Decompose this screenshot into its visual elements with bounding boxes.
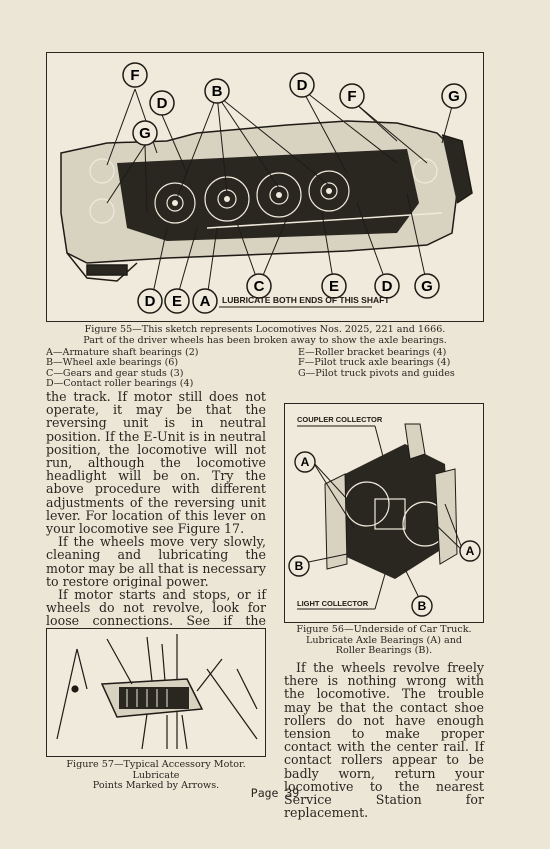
legend-item-c: C—Gears and gear studs (3) (46, 367, 184, 379)
callout-g-top-right (442, 84, 466, 108)
paragraph: If motor starts and stops, or if wheels do not revolve, look for loose connections. See if the (46, 587, 266, 629)
figure-56-caption-line1: Figure 56—Underside of Car Truck. (296, 624, 472, 635)
callout-d-top-right (290, 73, 314, 97)
callout-f-top-left (123, 63, 147, 87)
paragraph: the track. If motor still does not operate, it may be that the reversing unit is in neutral position. If the E-Unit is in neutral position, the locomotive will not run, although the locomotive headlight will be on. Try the above procedure with different adjustments of the reversing unit lever. For location of this lever on your locomotive see Figure 17. (46, 389, 266, 537)
figure-56-car-truck-diagram (284, 403, 484, 623)
svg-text:A: A (465, 544, 475, 558)
svg-text:C: C (253, 278, 265, 295)
svg-text:D: D (156, 95, 168, 112)
paragraph: If the wheels move very slowly, cleaning and lubricating the motor may be all that is necessary to restore original power. (46, 534, 266, 589)
car-truck-drawing (285, 404, 482, 621)
svg-text:A: A (199, 293, 211, 310)
svg-text:B: B (417, 599, 427, 613)
figure-56-caption-line3: Roller Bearings (B). (335, 645, 433, 657)
svg-text:B: B (294, 559, 304, 573)
callout-d-top-left (150, 91, 174, 115)
callout-f-top-right (340, 84, 364, 108)
svg-text:G: G (139, 125, 151, 142)
svg-text:G: G (421, 278, 433, 295)
legend-item-e: E—Roller bracket bearings (4) (298, 347, 447, 358)
locomotive-drawing (47, 53, 482, 320)
legend-item-a: A—Armature shaft bearings (2) (46, 347, 199, 358)
legend-item-d: D—Contact roller bearings (4) (46, 378, 194, 390)
figure-55-caption (46, 324, 484, 346)
shaft-lubrication-label: LUBRICATE BOTH ENDS OF THIS SHAFT (222, 295, 390, 305)
legend-item-f: F—Pilot truck axle bearings (4) (298, 357, 451, 369)
figure-57-accessory-motor-diagram (46, 628, 266, 757)
callout-a-left (295, 452, 315, 472)
paragraph: If the wheels revolve freely there is nothing wrong with the locomotive. The trouble may be that the contact shoe rollers do not have enough tension to make proper contact with the center rail. If contact rollers appear to be badly worn, return your locomotive to the nearest Service Station for replacement. (284, 660, 484, 821)
page-number: Page 39 (250, 786, 300, 800)
svg-text:E: E (328, 278, 340, 295)
figure-57-caption-line2: Points Marked by Arrows. (92, 780, 220, 792)
svg-text:F: F (347, 88, 357, 105)
callout-a-bottom (193, 289, 217, 313)
legend-item-b: B—Wheel axle bearings (6) (46, 357, 179, 369)
figure-55-caption-line2: Part of the driver wheels has been broken away to show the axle bearings. (83, 335, 447, 346)
figure-55-legend (46, 348, 484, 390)
figure-56-caption (284, 625, 484, 657)
svg-text:A: A (300, 455, 310, 469)
callout-d-bottom-left (138, 289, 162, 313)
svg-text:D: D (296, 77, 308, 94)
svg-text:D: D (144, 293, 156, 310)
callout-e-bottom-left (165, 289, 189, 313)
callout-g-left (133, 121, 157, 145)
callout-b-top (205, 79, 229, 103)
svg-text:F: F (130, 67, 140, 84)
svg-text:E: E (171, 293, 183, 310)
svg-text:G: G (448, 88, 460, 105)
svg-text:D: D (381, 278, 393, 295)
legend-item-g: G—Pilot truck pivots and guides (298, 367, 455, 379)
figure-55-caption-line1: Figure 55—This sketch represents Locomotives Nos. 2025, 221 and 1666. (84, 324, 446, 335)
accessory-motor-drawing (47, 629, 264, 755)
svg-text:B: B (211, 83, 223, 100)
figure-56-caption-line2: Lubricate Axle Bearings (A) and (305, 634, 463, 646)
callout-a-right (460, 541, 480, 561)
figure-55-locomotive-diagram (46, 52, 484, 322)
coupler-collector-label: COUPLER COLLECTOR (297, 415, 383, 424)
callout-g-bottom-right (415, 274, 439, 298)
light-collector-label: LIGHT COLLECTOR (297, 599, 369, 608)
figure-57-caption-line1: Figure 57—Typical Accessory Motor. Lubricate (66, 759, 246, 781)
callout-b-left (289, 556, 309, 576)
callout-b-bottom (412, 596, 432, 616)
